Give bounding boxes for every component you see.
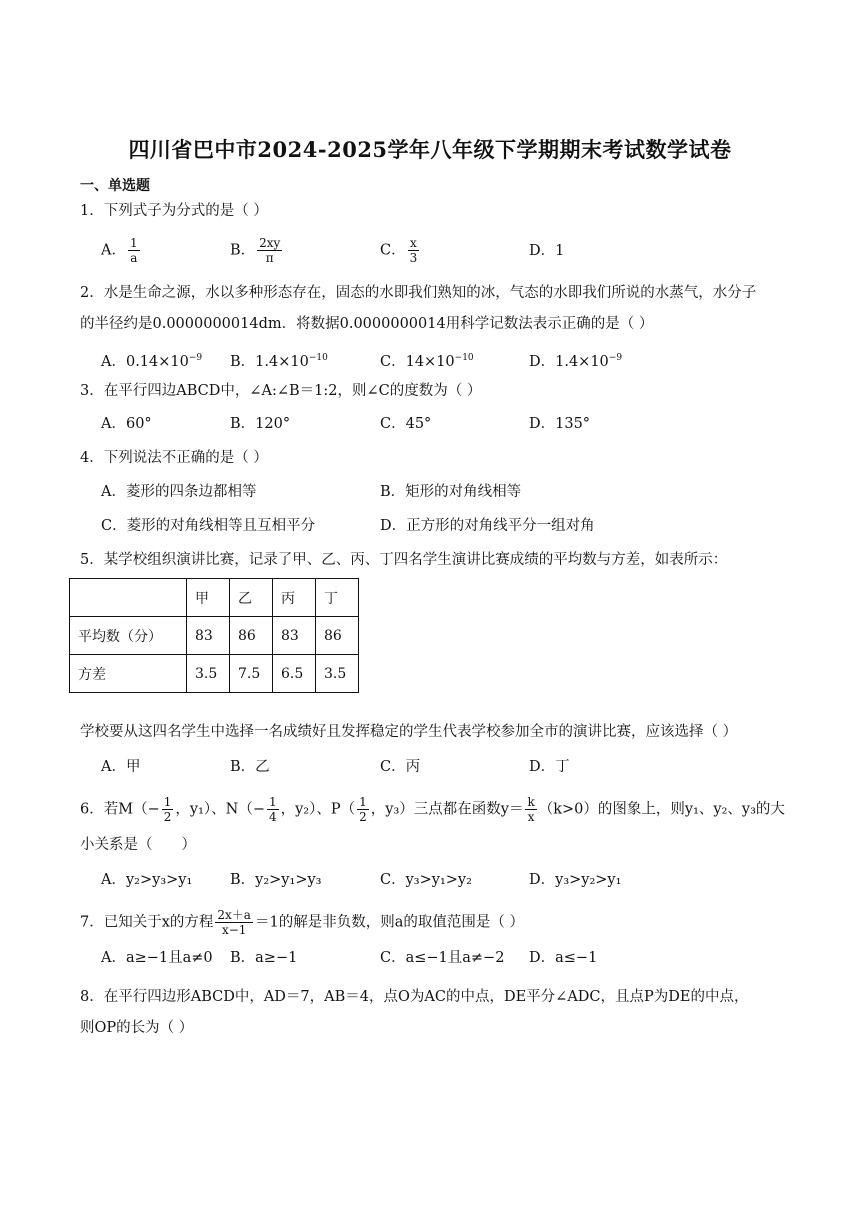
q2-option-d: D．$1.4\times 10^{-9}$	[529, 353, 623, 370]
table-cell: 7.5	[230, 655, 273, 693]
table-row	[70, 655, 359, 693]
q4-option-c: C．菱形的对角线相等且互相平分	[101, 518, 316, 534]
table-cell: 乙	[230, 579, 273, 617]
question-1-stem: 1．下列式子为分式的是（ ）	[80, 203, 268, 219]
q6-option-a: A．y₂>y₃>y₁	[101, 872, 193, 888]
table-cell: 83	[187, 617, 230, 655]
q3-option-b: B．120°	[230, 416, 291, 432]
exam-title: 四川省巴中市2024-2025学年八年级下学期期末考试数学试卷	[128, 137, 732, 162]
q6-option-c: C．y₃>y₁>y₂	[380, 872, 472, 888]
table-cell: 3.5	[187, 655, 230, 693]
q5-option-b: B．乙	[230, 759, 270, 775]
question-5-follow: 学校要从这四名学生中选择一名成绩好且发挥稳定的学生代表学校参加全市的演讲比赛，应该选择（ ）	[80, 724, 738, 740]
q5-option-d: D．丁	[529, 759, 570, 775]
q4-option-b: B．矩形的对角线相等	[380, 484, 522, 500]
q1-option-d: D．1	[529, 243, 565, 259]
question-6-line-2: 小关系是（ ）	[80, 837, 196, 853]
table-cell	[70, 579, 187, 617]
table-cell: 丙	[273, 579, 316, 617]
table-header-row	[70, 579, 359, 617]
q2-option-a: A．$0.14\times 10^{-9}$	[101, 353, 203, 370]
q7-option-a: A．a≥−1且a≠0	[101, 950, 213, 966]
q5-option-c: C．丙	[380, 759, 421, 775]
q1-option-a: A． $\frac{1}{a}$	[101, 236, 138, 265]
question-3-stem: 3．在平行四边ABCD中，∠A:∠B＝1:2，则∠C的度数为（ ）	[80, 383, 482, 399]
question-2-line-2: 的半径约是0.0000000014dm．将数据0.0000000014用科学记数法表示正确的是（ ）	[80, 316, 654, 332]
table-cell: 丁	[316, 579, 359, 617]
q3-option-c: C．45°	[380, 416, 432, 432]
q7-option-b: B．a≥−1	[230, 950, 298, 966]
score-table	[69, 578, 359, 693]
q5-option-a: A．甲	[101, 759, 141, 775]
section-heading: 一、单选题	[80, 178, 150, 194]
table-cell: 86	[230, 617, 273, 655]
table-cell: 方差	[70, 655, 187, 693]
q7-option-d: D．a≤−1	[529, 950, 598, 966]
question-8-line-2: 则OP的长为（ ）	[80, 1020, 194, 1036]
q6-option-d: D．y₃>y₂>y₁	[529, 872, 622, 888]
q4-option-a: A．菱形的四条边都相等	[101, 484, 257, 500]
q2-option-b: B．$1.4\times 10^{-10}$	[230, 353, 328, 370]
q7-option-c: C．a≤−1且a≠−2	[380, 950, 505, 966]
table-cell: 3.5	[316, 655, 359, 693]
table-cell: 86	[316, 617, 359, 655]
q4-option-d: D．正方形的对角线平分一组对角	[380, 518, 595, 534]
table-cell: 甲	[187, 579, 230, 617]
q2-option-c: C．$14\times 10^{-10}$	[380, 353, 474, 370]
table-cell: 6.5	[273, 655, 316, 693]
question-8-line-1: 8．在平行四边形ABCD中，AD＝7，AB＝4，点O为AC的中点，DE平分∠ADC，且点P为DE的中点，	[80, 989, 749, 1005]
q3-option-d: D．135°	[529, 416, 591, 432]
q1-option-c: C． $\frac{x}{3}$	[380, 236, 418, 265]
table-row	[70, 617, 359, 655]
q1-option-b: B． $\frac{2xy}{\pi}$	[230, 236, 281, 265]
question-6-line-1: 6．若M（− $\frac{1}{2}$ ，y₁）、N（− $\frac{1}{4}$ ，y₂）、P（ $\frac{1}{2}$ ，y₃）三点都在函数y＝ $\frac{k}{x}$ （k>0）的图象上，则y₁、y₂、y₃的大	[80, 795, 785, 824]
table-cell: 83	[273, 617, 316, 655]
question-7-stem: 7．已知关于x的方程 $\frac{2x+a}{x-1}$ ＝1的解是非负数，则a的取值范围是（ ）	[80, 908, 524, 937]
question-5-stem: 5．某学校组织演讲比赛，记录了甲、乙、丙、丁四名学生演讲比赛成绩的平均数与方差，如表所示：	[80, 552, 728, 568]
question-4-stem: 4．下列说法不正确的是（ ）	[80, 450, 268, 466]
question-2-line-1: 2．水是生命之源，水以多种形态存在，固态的水即我们熟知的冰，气态的水即我们所说的水蒸气，水分子	[80, 285, 757, 301]
table-cell: 平均数（分）	[70, 617, 187, 655]
q3-option-a: A．60°	[101, 416, 152, 432]
q6-option-b: B．y₂>y₁>y₃	[230, 872, 322, 888]
